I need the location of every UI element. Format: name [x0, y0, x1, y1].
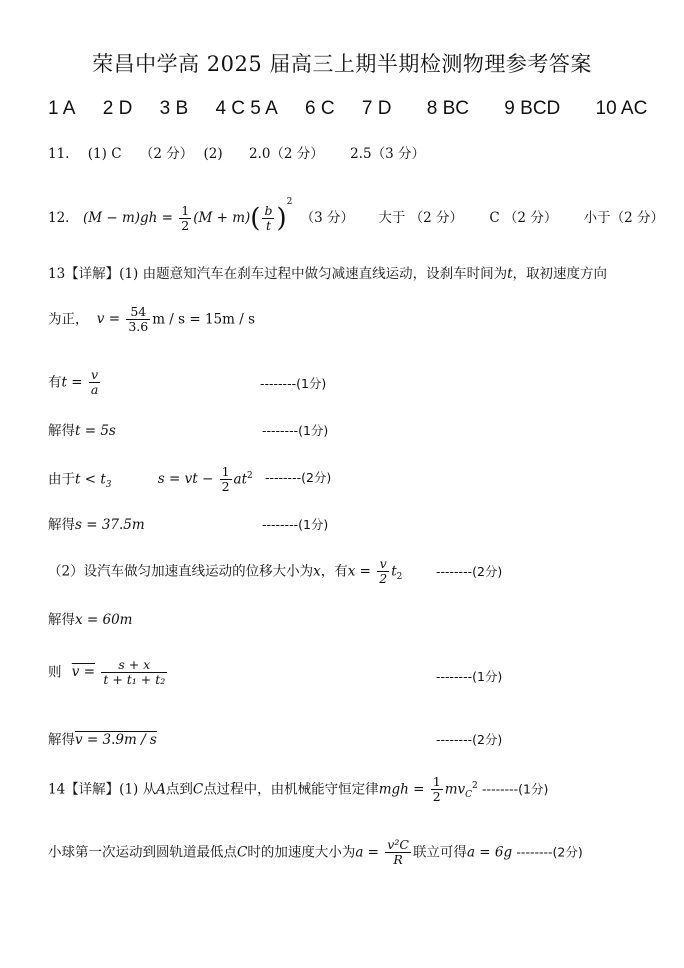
q12-lhs: (M − m)gh =: [82, 210, 173, 226]
q13-heading: 13【详解】(1) 由题意知汽车在刹车过程中做匀减速直线运动，设刹车时间为t，取初速度方向: [48, 266, 608, 282]
q12-score: （3 分）: [300, 210, 355, 226]
q12-half-fraction: $\frac{1}{2}$: [181, 202, 190, 233]
answer-2: 2 D: [102, 98, 133, 119]
q12-bt-fraction: $\frac{b}{t}$: [264, 202, 273, 233]
q13-mark-1: --------(1分): [260, 376, 327, 391]
answer-4-5: 4 C 5 A: [215, 98, 278, 119]
answer-7: 7 D: [361, 98, 392, 119]
q12-answer3: 小于（2 分）: [583, 210, 665, 226]
answer-9: 9 BCD: [504, 98, 561, 119]
answer-10: 10 AC: [595, 98, 648, 119]
q11-number: 11.: [48, 146, 70, 162]
q13-line-s-result: 解得s = 37.5m: [48, 517, 145, 533]
q12-answer1: 大于 （2 分）: [378, 210, 464, 226]
q13-line-average: 则 v = $\frac{s + x}{\text{t + t₁ + t₂}}$: [48, 657, 166, 688]
q13-mark-5: --------(2分): [436, 564, 503, 579]
q12-line: 12． (M − m)gh = $\frac{1}{2}$ (M + m)( $\frac{b}{t}$ )$^2$ （3 分） 大于 （2 分） C （2 分） 小于（2 分）: [48, 197, 665, 234]
q12-square: 2: [286, 197, 293, 207]
q11-part1: (1) C: [87, 146, 122, 162]
q14-line-1: 14【详解】(1) 从A点到C点过程中，由机械能守恒定律mgh = $\frac{1}{2}$ $mv_C^2$ --------(1分): [48, 774, 549, 805]
answer-6: 6 C: [305, 98, 335, 119]
q12-number: 12．: [48, 210, 79, 226]
multiple-choice-answers: [48, 98, 658, 120]
q11-part2: (2): [203, 146, 223, 162]
answer-8: 8 BC: [426, 98, 470, 119]
q13-line-average-result: 解得v = 3.9m / s: [48, 732, 157, 748]
q11-line: [48, 148, 425, 162]
q11-value1: 2.0（2 分）: [248, 146, 324, 162]
q13-mark-4: --------(1分): [262, 517, 329, 532]
q12-answer2: C （2 分）: [489, 210, 558, 226]
q11-value2: 2.5（3 分）: [350, 146, 425, 162]
q13-line-x-result: 解得x = 60m: [48, 612, 133, 628]
q13-mark-6: --------(1分): [436, 669, 503, 684]
q14-mark-1: --------(1分): [482, 781, 549, 797]
page-title: 荣昌中学高 2025 届高三上期半期检测物理参考答案: [92, 52, 592, 76]
q13-line-displacement: 由于$t < t_3$ s = vt − $\frac{1}{2}$ $at^2$: [48, 464, 253, 495]
q13-line-time-formula: 有t = $\frac{v}{a}$: [48, 367, 99, 398]
q11-score1: （2 分）: [139, 146, 194, 162]
q13-line-time-result: 解得t = 5s: [48, 423, 116, 439]
q14-line-2: 小球第一次运动到圆轨道最低点C时的加速度大小为a = $\frac{\text{v²C}}{R}$ 联立可得a = 6g --------(2分): [48, 837, 583, 868]
q13-line-speed: 为正， v = $\frac{54}{3.6}$ m / s = 15m / s: [48, 304, 256, 335]
q13-mark-2: --------(1分): [262, 423, 329, 438]
answer-3: 3 B: [159, 98, 189, 119]
q13-mark-3: --------(2分): [265, 470, 332, 485]
q13-mark-7: --------(2分): [436, 732, 503, 747]
answer-1: 1 A: [48, 98, 76, 119]
q14-mark-2: --------(2分): [516, 844, 583, 860]
q12-mid: (M + m): [193, 210, 251, 226]
q13-part2-line: （2）设汽车做匀加速直线运动的位移大小为x，有x = $\frac{v}{2}$ $t_2$: [48, 556, 403, 587]
q13-speed-fraction: $\frac{54}{3.6}$: [128, 304, 149, 335]
